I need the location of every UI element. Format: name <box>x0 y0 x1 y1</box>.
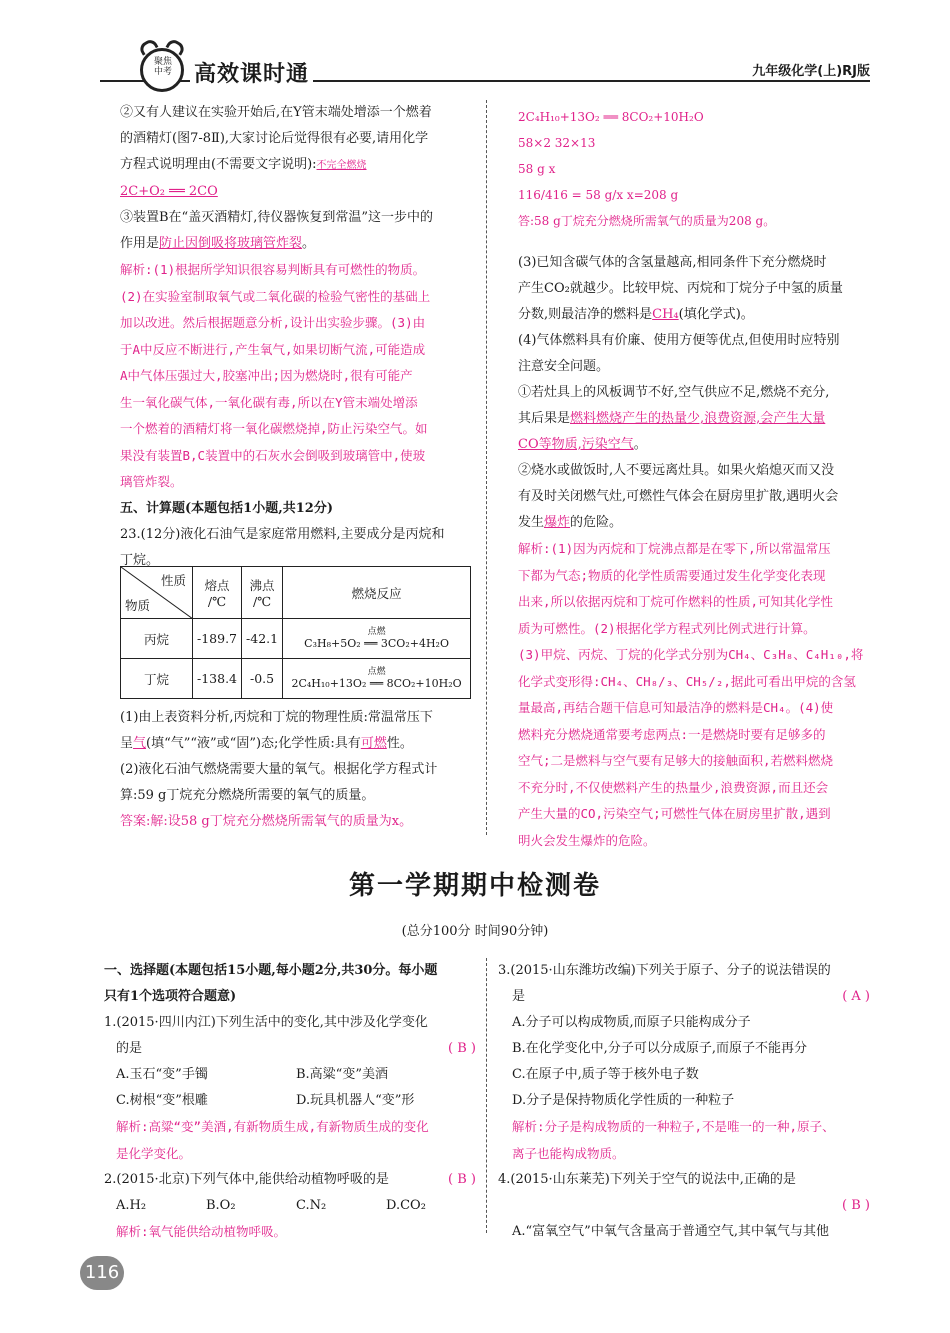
table-row <box>121 659 471 699</box>
table-header: 燃烧反应 <box>283 567 471 619</box>
table-header-text: 熔点 <box>204 578 230 593</box>
equation: C₃H₈+5O₂ ══ 3CO₂+4H₂O <box>304 637 449 650</box>
options-row <box>104 1088 476 1114</box>
option: A.“富氧空气”中氧气含量高于普通空气,其中氧气与其他 <box>512 1224 829 1239</box>
text-line: (4)气体燃料具有价廉、使用方便等优点,但使用时应特别 <box>518 333 840 348</box>
answer-blank: 燃料燃烧产生的热量少,浪费资源,会产生大量 <box>570 411 826 426</box>
analysis-line: 产生大量的CO,污染空气;可燃性气体在厨房里扩散,遇到 <box>518 806 831 821</box>
answer-equation: 2C+O₂ ══ 2CO <box>120 184 218 199</box>
analysis-line: 出来,所以依据丙烷和丁烷可作燃料的性质,可知其化学性 <box>518 594 834 609</box>
table-cell: -42.1 <box>242 619 283 659</box>
text-line: 算:59 g丁烷充分燃烧所需要的氧气的质量。 <box>120 788 375 803</box>
option: B.在化学变化中,分子可以分成原子,而原子不能再分 <box>512 1041 807 1056</box>
text-line: ①若灶具上的风板调节不好,空气供应不足,燃烧不充分, <box>518 385 830 400</box>
option: C.在原子中,质子等于核外电子数 <box>512 1067 699 1082</box>
text-line <box>518 406 874 432</box>
column-divider <box>486 100 487 835</box>
analysis-line: 离子也能构成物质。 <box>512 1145 625 1161</box>
left-column <box>120 100 476 574</box>
text: 作用是 <box>120 236 160 251</box>
clock-logo-icon <box>140 48 184 92</box>
analysis-line: 明火会发生爆炸的危险。 <box>518 832 656 848</box>
text: 是 <box>512 989 526 1004</box>
section-heading: 一、选择题(本题包括15小题,每小题2分,共30分。每小题 <box>104 963 438 978</box>
eq-condition: 点燃 <box>367 667 386 677</box>
calc-line: 2C₄H₁₀+13O₂ ══ 8CO₂+10H₂O <box>518 110 704 124</box>
column-divider <box>486 958 487 1233</box>
analysis-line: 量最高,再结合题干信息可知最洁净的燃料是CH₄。(4)使 <box>518 700 834 715</box>
analysis-line: 加以改进。然后根据题意分析,设计出实验步骤。(3)由 <box>120 315 426 330</box>
question-stem: 丁烷。 <box>120 552 160 568</box>
analysis-line: 化学式变形得:CH₄、CH₈/₃、CH₅/₂,据此可看出甲烷的含氢 <box>518 673 856 689</box>
analysis-line: 燃料充分燃烧通常要考虑两点:一是燃烧时要有足够多的 <box>518 726 826 742</box>
table-cell: -0.5 <box>242 659 283 699</box>
answer-blank: 爆炸 <box>544 515 571 530</box>
calc-line: 58×2 32×13 <box>518 136 596 150</box>
clock-text: 聚焦中考 <box>153 57 172 77</box>
eq-condition: 不完全燃烧 <box>316 160 367 171</box>
table-cell <box>283 659 471 699</box>
exam-title: 第一学期期中检测卷 <box>348 871 601 901</box>
question-stem: 4.(2015·山东莱芜)下列关于空气的说法中,正确的是 <box>498 1172 796 1187</box>
answer-choice: ( B ) <box>448 1041 476 1056</box>
text-line <box>518 302 874 328</box>
analysis-block <box>120 257 476 496</box>
option: D.玩具机器人“变”形 <box>296 1093 415 1108</box>
option: B.O₂ <box>206 1198 236 1213</box>
answer-blank: 可燃 <box>360 736 387 751</box>
answer-choice: ( B ) <box>842 1198 870 1213</box>
text-line: CO等物质,污染空气。 <box>518 437 647 452</box>
text-line: 有及时关闭燃气灶,可燃性气体会在厨房里扩散,遇明火会 <box>518 489 839 504</box>
analysis-line: 生一氧化碳气体,一氧化碳有毒,所以在Y管末端处增添 <box>120 394 418 410</box>
answer-choice: ( A ) <box>842 989 870 1004</box>
option: D.分子是保持物质化学性质的一种粒子 <box>512 1093 735 1108</box>
page-number: 116 <box>80 1256 124 1290</box>
analysis-line: 解析:分子是构成物质的一种粒子,不是唯一的一种,原子、 <box>512 1119 835 1134</box>
analysis-line: 于A中反应不断进行,产生氧气,如果切断气流,可能造成 <box>120 341 426 357</box>
table-cell: -189.7 <box>193 619 242 659</box>
analysis-line: 一个燃着的酒精灯将一氧化碳燃烧掉,防止污染空气。如 <box>120 421 428 436</box>
analysis-line: A中气体压强过大,胶塞冲出;因为燃烧时,很有可能产 <box>120 368 413 383</box>
bottom-left-column <box>104 958 476 1246</box>
unit: /℃ <box>252 594 272 609</box>
question-stem: 23.(12分)液化石油气是家庭常用燃料,主要成分是丙烷和 <box>120 526 445 542</box>
calc-block <box>518 104 874 234</box>
analysis-line: 璃管炸裂。 <box>120 474 183 489</box>
answer-blank: 防止因倒吸将玻璃管炸裂 <box>159 236 303 251</box>
text-line: ③装置B在“盖灭酒精灯,待仪器恢复到常温”这一步中的 <box>120 210 433 225</box>
answer-blank: 气 <box>133 736 147 751</box>
equation: 2C₄H₁₀+13O₂ ══ 8CO₂+10H₂O <box>291 677 462 690</box>
unit: /℃ <box>207 594 227 609</box>
text: 其后果是 <box>518 411 571 426</box>
table-cell: 丙烷 <box>121 619 193 659</box>
calc-line: 116/416 = 58 g/x x=208 g <box>518 188 679 202</box>
answer-blank: CO等物质,污染空气 <box>518 437 634 452</box>
analysis-line: 解析:(1)因为丙烷和丁烷沸点都是在零下,所以常温常压 <box>518 541 831 556</box>
grade-label: 九年级化学(上)RJ版 <box>752 64 870 79</box>
text: 分数,则最洁净的燃料是 <box>518 307 653 322</box>
analysis-line: 解析:氧气能供给动植物呼吸。 <box>116 1224 287 1239</box>
analysis-line: 解析:高粱“变”美酒,有新物质生成,有新物质生成的变化 <box>116 1119 429 1134</box>
option: C.N₂ <box>296 1198 327 1213</box>
text: (填“气”“液”或“固”)态;化学性质:具有 <box>146 736 361 751</box>
text: 的是 <box>116 1041 143 1056</box>
answer-blank: CH₄ <box>652 307 679 322</box>
options-row <box>104 1193 476 1219</box>
question-stem <box>104 1036 476 1062</box>
text-line: 作用是防止因倒吸将玻璃管炸裂。 <box>120 236 316 251</box>
calc-line: 答:58 g丁烷充分燃烧所需氧气的质量为208 g。 <box>518 214 776 228</box>
text-line: (3)已知含碳气体的含氢量越高,相同条件下充分燃烧时 <box>518 255 827 270</box>
analysis-block <box>518 536 874 854</box>
section-heading: 只有1个选项符合题意) <box>104 989 237 1004</box>
text-line: ②又有人建议在实验开始后,在Y管末端处增添一个燃着 <box>120 105 432 120</box>
analysis-line: 不充分时,不仅使燃料产生的热量少,浪费资源,而且还会 <box>518 779 829 795</box>
calc-line: 58 g x <box>518 162 556 176</box>
eq-condition: 点燃 <box>367 627 386 637</box>
text: 方程式说明理由(不需要文字说明): <box>120 157 317 172</box>
text-line <box>120 152 476 179</box>
analysis-line: 果没有装置B,C装置中的石灰水会倒吸到玻璃管中,使玻 <box>120 447 426 463</box>
text: (填化学式)。 <box>678 307 754 322</box>
option: A.分子可以构成物质,而原子只能构成分子 <box>512 1015 751 1030</box>
table-header: 性质 <box>160 573 186 588</box>
text: 2.(2015·北京)下列气体中,能供给动植物呼吸的是 <box>104 1172 389 1187</box>
analysis-line: 是化学变化。 <box>116 1145 192 1161</box>
analysis-line: (2)在实验室制取氧气或二氧化碳的检验气密性的基础上 <box>120 288 431 304</box>
table-header-text: 沸点 <box>249 578 275 593</box>
table-cell: -138.4 <box>193 659 242 699</box>
question-stem: 3.(2015·山东潍坊改编)下列关于原子、分子的说法错误的 <box>498 963 831 978</box>
option: B.高粱“变”美酒 <box>296 1067 388 1082</box>
brand-title: 高效课时通 <box>190 57 313 88</box>
bottom-right-column <box>498 958 870 1245</box>
option: A.H₂ <box>116 1198 147 1213</box>
table-cell <box>283 619 471 659</box>
table-header <box>193 567 242 619</box>
table-corner-cell <box>121 567 193 619</box>
option: A.玉石“变”手镯 <box>116 1067 208 1082</box>
text-line: (2)液化石油气燃烧需要大量的氧气。根据化学方程式计 <box>120 762 438 777</box>
analysis-line: 解析:(1)根据所学知识很容易判断具有可燃性的物质。 <box>120 262 426 277</box>
section-heading: 五、计算题(本题包括1小题,共12分) <box>120 500 333 516</box>
answer-choice: ( B ) <box>448 1172 476 1187</box>
right-column <box>518 250 874 854</box>
text-line: 的酒精灯(图7-8Ⅱ),大家讨论后觉得很有必要,请用化学 <box>120 131 429 146</box>
question-stem: 1.(2015·四川内江)下列生活中的变化,其中涉及化学变化 <box>104 1015 428 1030</box>
left-column-bottom <box>120 705 476 835</box>
text-line <box>120 731 476 757</box>
text-line: (1)由上表资料分析,丙烷和丁烷的物理性质:常温常压下 <box>120 710 433 725</box>
analysis-line: 下都为气态;物质的化学性质需要通过发生化学变化表现 <box>518 567 826 583</box>
table-cell: 丁烷 <box>121 659 193 699</box>
text: 发生 <box>518 515 545 530</box>
property-table <box>120 566 471 699</box>
table-row <box>121 619 471 659</box>
option: D.CO₂ <box>386 1198 426 1213</box>
text-line: ②烧水或做饭时,人不要远离灶具。如果火焰熄灭而又没 <box>518 463 835 478</box>
option: C.树根“变”根雕 <box>116 1093 208 1108</box>
answer-line: 答案:解:设58 g丁烷充分燃烧所需氧气的质量为x。 <box>120 814 413 829</box>
analysis-line: (3)甲烷、丙烷、丁烷的化学式分别为CH₄、C₃H₈、C₄H₁₀,将 <box>518 647 864 662</box>
options-row <box>104 1062 476 1088</box>
analysis-line: 空气;二是燃料与空气要有足够大的接触面积,若燃料燃烧 <box>518 753 834 768</box>
text-line <box>518 510 874 536</box>
exam-subtitle: (总分100分 时间90分钟) <box>401 924 549 939</box>
text: 呈 <box>120 736 134 751</box>
text: 的危险。 <box>570 515 623 530</box>
table-header <box>242 567 283 619</box>
question-stem <box>104 1167 476 1193</box>
answer-row <box>498 1193 870 1219</box>
analysis-line: 质为可燃性。(2)根据化学方程式列比例式进行计算。 <box>518 620 816 636</box>
question-stem <box>498 984 870 1010</box>
text-line: 注意安全问题。 <box>518 359 610 374</box>
table-header: 物质 <box>125 598 151 613</box>
text-line: 产生CO₂就越少。比较甲烷、丙烷和丁烷分子中氢的质量 <box>518 281 843 296</box>
text: 性。 <box>386 736 413 751</box>
